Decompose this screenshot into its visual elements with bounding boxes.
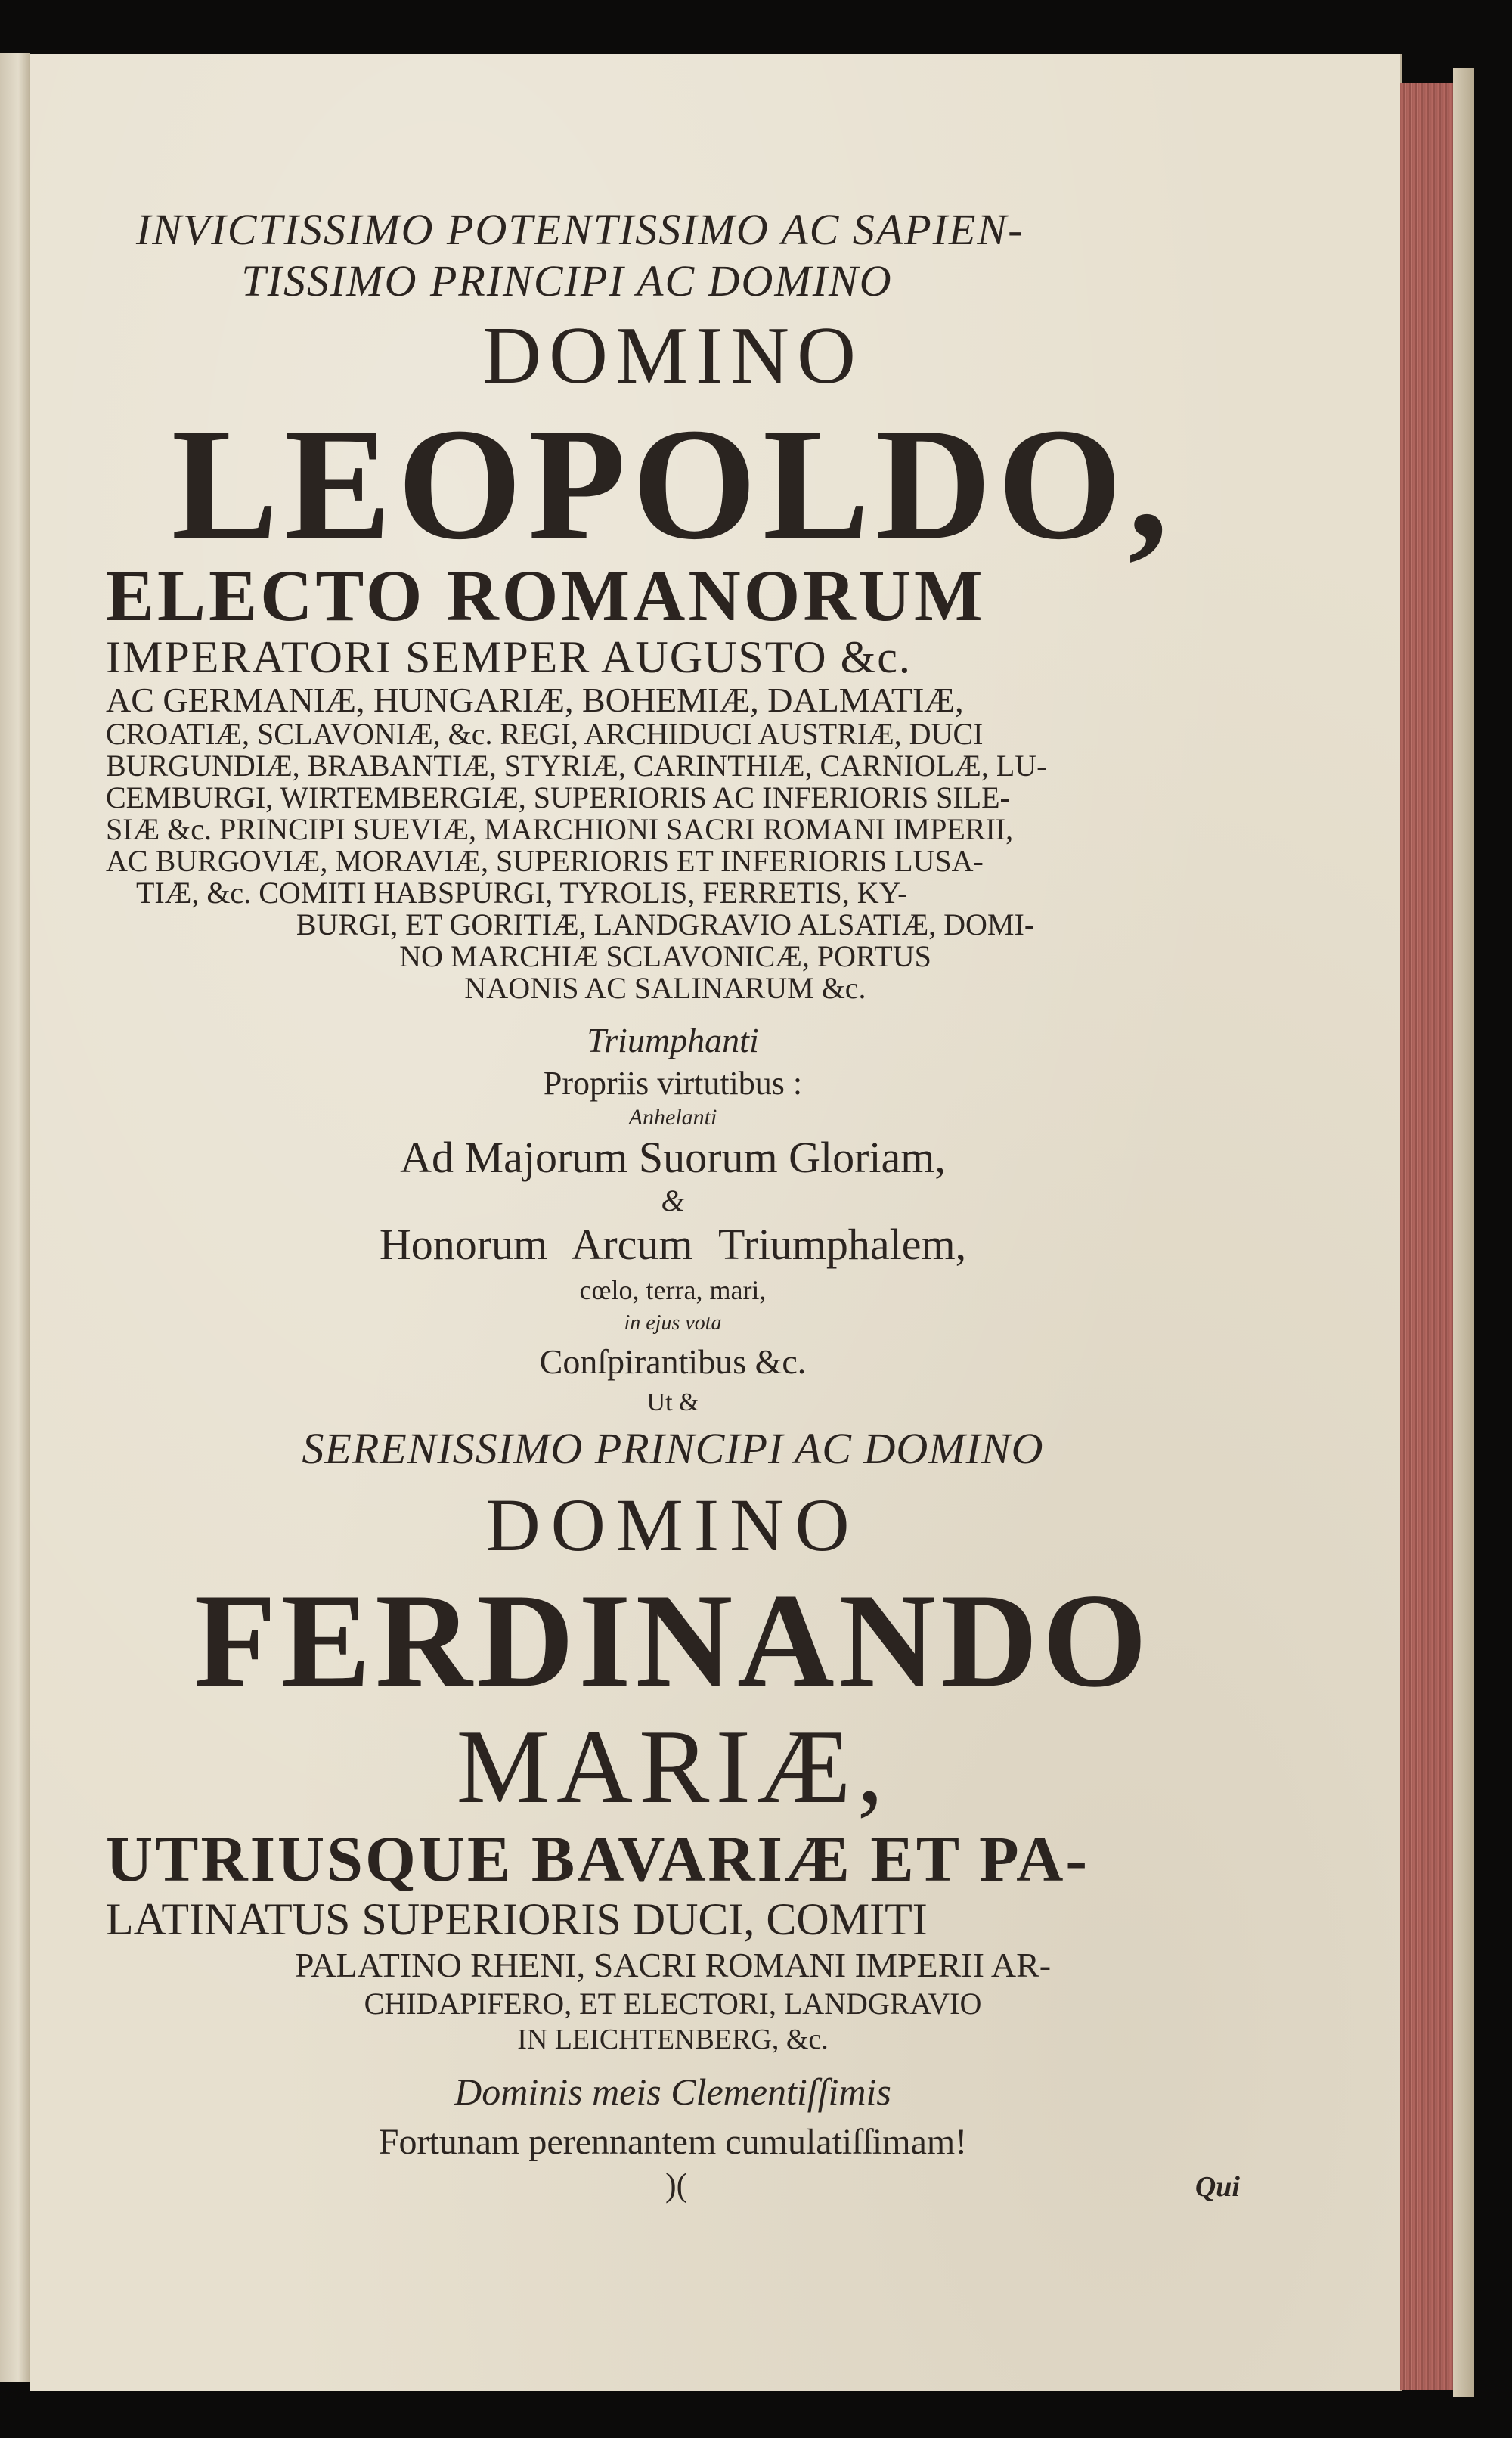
signature-mark: )( — [665, 2167, 688, 2204]
dedication-text — [106, 204, 1240, 2219]
title-line: CEMBURGI, WIRTEMBERGIÆ, SUPERIORIS AC INFERIORIS SILE- — [106, 780, 1010, 814]
chidapifero-line: CHIDAPIFERO, ET ELECTORI, LANDGRAVIO — [364, 1987, 982, 2021]
title-line: AC GERMANIÆ, HUNGARIÆ, BOHEMIÆ, DALMATIÆ, — [106, 681, 964, 719]
propriis-virtutibus: Propriis virtutibus : — [543, 1065, 803, 1102]
anhelanti: Anhelanti — [628, 1105, 717, 1130]
book-cover-edge — [1453, 68, 1474, 2397]
dominis-clementissimis: Dominis meis Clementiſſimis — [454, 2070, 891, 2113]
domino-heading-1: DOMINO — [482, 311, 863, 401]
title-line: SIÆ &c. PRINCIPI SUEVIÆ, MARCHIONI SACRI ROMANI IMPERII, — [106, 812, 1014, 846]
coelo-terra-mari: cœlo, terra, mari, — [579, 1275, 767, 1305]
electo-line: ELECTO ROMANORUM — [106, 555, 986, 636]
in-ejus-vota: in ejus vota — [624, 1311, 722, 1335]
title-line: TIÆ, &c. COMITI HABSPURGI, TYROLIS, FERRETIS, KY- — [136, 876, 908, 910]
domino-heading-2: DOMINO — [485, 1483, 860, 1567]
triumphanti: Triumphanti — [587, 1021, 759, 1059]
ut-et: Ut & — [646, 1388, 699, 1416]
latinatus-line: LATINATUS SUPERIORIS DUCI, COMITI — [106, 1894, 928, 1944]
ferdinando-name: FERDINANDO — [194, 1565, 1152, 1715]
facing-page-edge — [0, 53, 30, 2382]
page-footer — [106, 2166, 1240, 2219]
title-line: NO MARCHIÆ SCLAVONICÆ, PORTUS — [399, 939, 931, 973]
title-line: BURGUNDIÆ, BRABANTIÆ, STYRIÆ, CARINTHIÆ, CARNIOLÆ, LU- — [106, 749, 1047, 783]
titles-block — [106, 682, 1240, 1004]
fortunam-line: Fortunam perennantem cumulatiſſimam! — [378, 2122, 968, 2162]
header-line-2: TISSIMO PRINCIPI AC DOMINO — [241, 256, 893, 306]
utriusque-line: UTRIUSQUE BAVARIÆ ET PA- — [106, 1822, 1089, 1895]
title-line: CROATIÆ, SCLAVONIÆ, &c. REGI, ARCHIDUCI AUSTRIÆ, DUCI — [106, 717, 984, 751]
title-line: AC BURGOVIÆ, MORAVIÆ, SUPERIORIS ET INFERIORIS LUSA- — [106, 844, 984, 878]
title-line: NAONIS AC SALINARUM &c. — [464, 971, 866, 1005]
honorum-arcum: Honorum Arcum Triumphalem, — [379, 1220, 967, 1269]
catchword: Qui — [1194, 2171, 1240, 2203]
header-line-1: INVICTISSIMO POTENTISSIMO AC SAPIEN- — [136, 205, 1024, 254]
palatino-line: PALATINO RHENI, SACRI ROMANI IMPERII AR- — [294, 1946, 1052, 1984]
imperatori-line: IMPERATORI SEMPER AUGUSTO &c. — [106, 632, 912, 682]
leichtenberg-line: IN LEICHTENBERG, &c. — [517, 2024, 829, 2055]
serenissimo-line: SERENISSIMO PRINCIPI AC DOMINO — [302, 1424, 1044, 1473]
leopoldo-name: LEOPOLDO, — [171, 395, 1175, 572]
page-edges-red — [1400, 83, 1453, 2390]
ad-majorum: Ad Majorum Suorum Gloriam, — [400, 1133, 946, 1182]
conspirantibus: Conſpirantibus &c. — [539, 1342, 807, 1381]
title-line: BURGI, ET GORITIÆ, LANDGRAVIO ALSATIÆ, DOMI- — [296, 907, 1035, 941]
mariae-name: MARIÆ, — [456, 1708, 890, 1825]
et-ampersand: & — [661, 1183, 685, 1217]
